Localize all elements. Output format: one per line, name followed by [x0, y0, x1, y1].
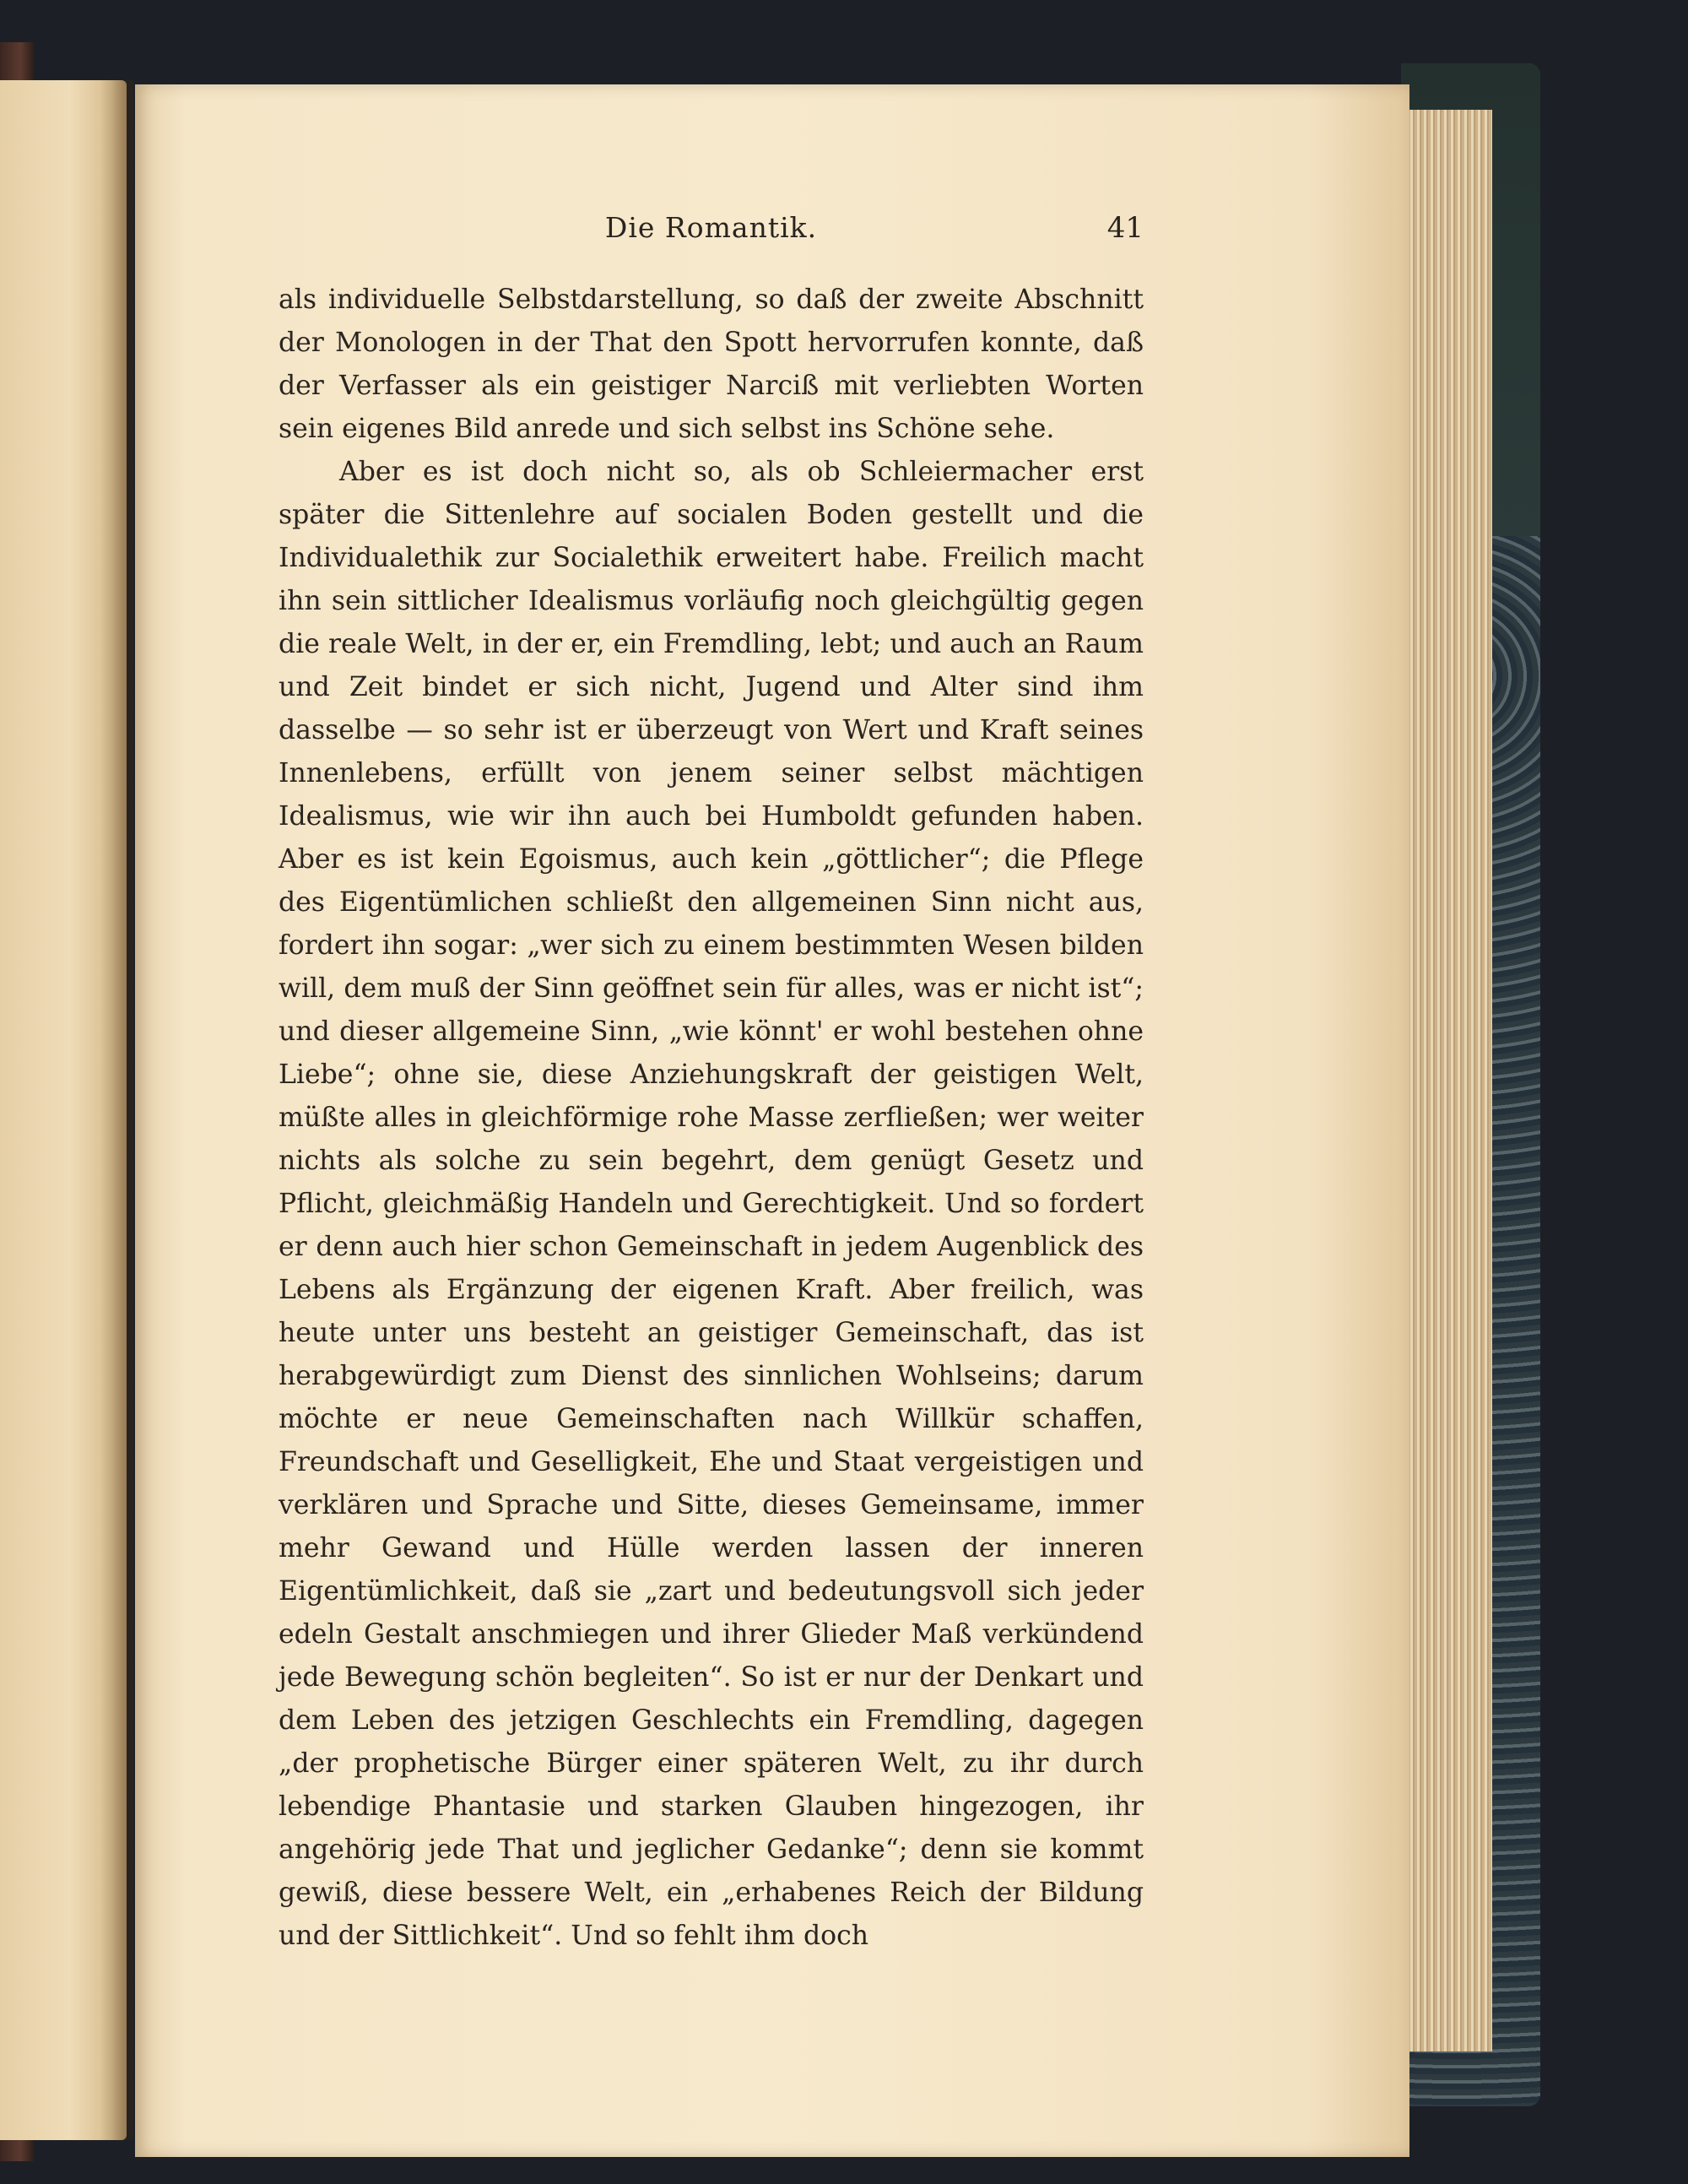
- gutter-shadow: [100, 80, 133, 2140]
- page-edges: [1408, 110, 1492, 2051]
- running-head: [279, 211, 1144, 253]
- body-text: [279, 279, 1144, 1958]
- paragraph-1: als individuelle Selbstdarstellung, so daß der zweite Abschnitt der Monologen in der That den Spott hervorrufen konnte, daß der Verfasser als ein geistiger Narciß mit verliebten Worten sein eigenes Bild anrede und sich selbst ins Schöne sehe.: [279, 285, 1144, 444]
- page-number: 41: [1106, 211, 1144, 245]
- running-title: Die Romantik.: [604, 211, 818, 244]
- paragraph-2: Aber es ist doch nicht so, als ob Schleiermacher erst später die Sittenlehre auf socialen Boden gestellt und die Individualethik zur Socialethik erweitert habe. Freilich macht ihn sein sittlicher Idealismus vorläufig noch gleichgültig gegen die reale Welt, in der er, ein Fremdling, lebt; und auch an Raum und Zeit bindet er sich nicht, Jugend und Alter sind ihm dasselbe — so sehr ist er überzeugt von Wert und Kraft seines Innenlebens, erfüllt von jenem seiner selbst mächtigen Idealismus, wie wir ihn auch bei Humboldt gefunden haben. Aber es ist kein Egoismus, auch kein „göttlicher“; die Pflege des Eigentümlichen schließt den allgemeinen Sinn nicht aus, fordert ihn sogar: „wer sich zu einem bestimmten Wesen bilden will, dem muß der Sinn geöffnet sein für alles, was er nicht ist“; und dieser allgemeine Sinn, „wie könnt' er wohl bestehen ohne Liebe“; ohne sie, diese Anziehungskraft der geistigen Welt, müßte alles in gleichförmige rohe Masse zerfließen; wer weiter nichts als solche zu sein begehrt, dem genügt Gesetz und Pflicht, gleichmäßig Handeln und Gerechtigkeit. Und so fordert er denn auch hier schon Gemeinschaft in jedem Augenblick des Lebens als Ergänzung der eigenen Kraft. Aber freilich, was heute unter uns besteht an geistiger Gemeinschaft, das ist herabgewürdigt zum Dienst des sinnlichen Wohlseins; darum möchte er neue Gemeinschaften nach Willkür schaffen, Freundschaft und Geselligkeit, Ehe und Staat vergeistigen und verklären und Sprache und Sitte, dieses Gemeinsame, immer mehr Gewand und Hülle werden lassen der inneren Eigentümlichkeit, daß sie „zart und bedeutungsvoll sich jeder edeln Gestalt anschmiegen und ihrer Glieder Maß verkündend jede Bewegung schön begleiten“. So ist er nur der Denkart und dem Leben des jetzigen Geschlechts ein Fremdling, dagegen „der prophetische Bürger einer späteren Welt, zu ihr durch lebendige Phantasie und starken Glauben hingezogen, ihr angehörig jede That und jeglicher Gedanke“; denn sie kommt gewiß, diese bessere Welt, ein „erhabenes Reich der Bildung und der Sittlichkeit“. Und so fehlt ihm doch: [279, 457, 1144, 1951]
